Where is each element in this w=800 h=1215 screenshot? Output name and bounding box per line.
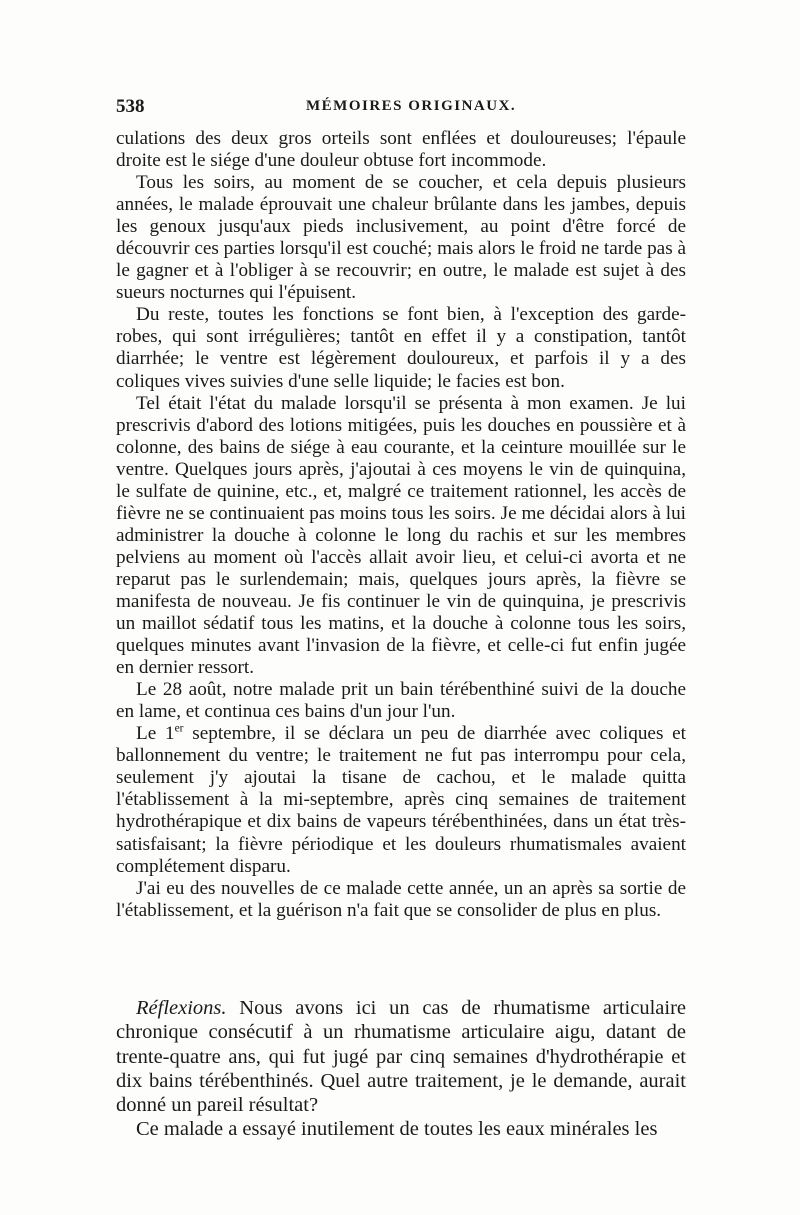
reflexions-next-paragraph: Ce malade a essayé inutilement de toutes les eaux minérales les (136, 1118, 658, 1141)
reflexions-paragraph (116, 996, 686, 1117)
paragraph-6-text: septembre, il se déclara un peu de diarrhée avec coliques et ballonnement du ventre; le traitement ne fut pas interrompu pour cela, seulement j'y ajoutai la tisane de cachou, et le malade quitta l'établissement à la mi-septembre, après cinq semaines de traitement hydrothérapique et dix bains de vapeurs térébenthinées, dans un état très-satisfaisant; la fièvre périodique et les douleurs rhumatismales avaient complétement disparu. (116, 723, 686, 877)
running-head: MÉMOIRES ORIGINAUX. (306, 98, 517, 114)
body-text (116, 128, 686, 922)
paragraph-2: Tous les soirs, au moment de se coucher, et cela depuis plusieurs années, le malade éprouvait une chaleur brûlante dans les jambes, depuis les genoux jusqu'aux pieds inclusivement, au point d'être forcé de découvrir ces parties lorsqu'il est couché; mais alors le froid ne tarde pas à le gagner et à l'obliger à se recouvrir; en outre, le malade est sujet à des sueurs nocturnes qui l'épuisent. (116, 172, 686, 304)
reflexions-text: Nous avons ici un cas de rhumatisme articulaire chronique consécutif à un rhumatisme articulaire aigu, datant de trente-quatre ans, qui fut jugé par cinq semaines d'hydrothérapie et dix bains térébenthinés. Quel autre traitement, je le demande, aurait donné un pareil résultat? (116, 997, 686, 1117)
paragraph-7: J'ai eu des nouvelles de ce malade cette année, un an après sa sortie de l'établissement, et la guérison n'a fait que se consolider de plus en plus. (116, 877, 686, 921)
paragraph-6-prefix: Le 1 (136, 723, 175, 745)
paragraph-4: Tel était l'état du malade lorsqu'il se présenta à mon examen. Je lui prescrivis d'abord des lotions mitigées, puis les douches en poussière et à colonne, des bains de siége à eau courante, et la ceinture mouillée sur le ventre. Quelques jours après, j'ajoutai à ces moyens le vin de quinquina, le sulfate de quinine, etc., et, malgré ce traitement rationnel, les accès de fièvre ne se continuaient pas moins tous les soirs. Je me décidai alors à lui administrer la douche à colonne le long du rachis et sur les membres pelviens au moment où l'accès allait avoir lieu, et celui-ci avorta et ne reparut pas le surlendemain; mais, quelques jours après, la fièvre se manifesta de nouveau. Je fis continuer le vin de quinquina, je prescrivis un maillot sédatif tous les matins, et la douche à colonne tous les soirs, quelques minutes avant l'invasion de la fièvre, et celle-ci fut enfin jugée en dernier ressort. (116, 392, 686, 679)
page-number: 538 (116, 96, 145, 117)
paragraph-6 (116, 723, 686, 877)
reflexions-section (116, 996, 686, 1142)
paragraph-1: culations des deux gros orteils sont enflées et douloureuses; l'épaule droite est le siége d'une douleur obtuse fort incommode. (116, 128, 686, 172)
page-header (116, 96, 684, 122)
ordinal-superscript: er (174, 722, 184, 735)
paragraph-5: Le 28 août, notre malade prit un bain térébenthiné suivi de la douche en lame, et continua ces bains d'un jour l'un. (116, 679, 686, 723)
paragraph-3: Du reste, toutes les fonctions se font bien, à l'exception des garde-robes, qui sont irrégulières; tantôt en effet il y a constipation, tantôt diarrhée; le ventre est légèrement douloureux, et parfois il y a des coliques vives suivies d'une selle liquide; le facies est bon. (116, 304, 686, 392)
reflexions-heading: Réflexions. (136, 997, 227, 1019)
